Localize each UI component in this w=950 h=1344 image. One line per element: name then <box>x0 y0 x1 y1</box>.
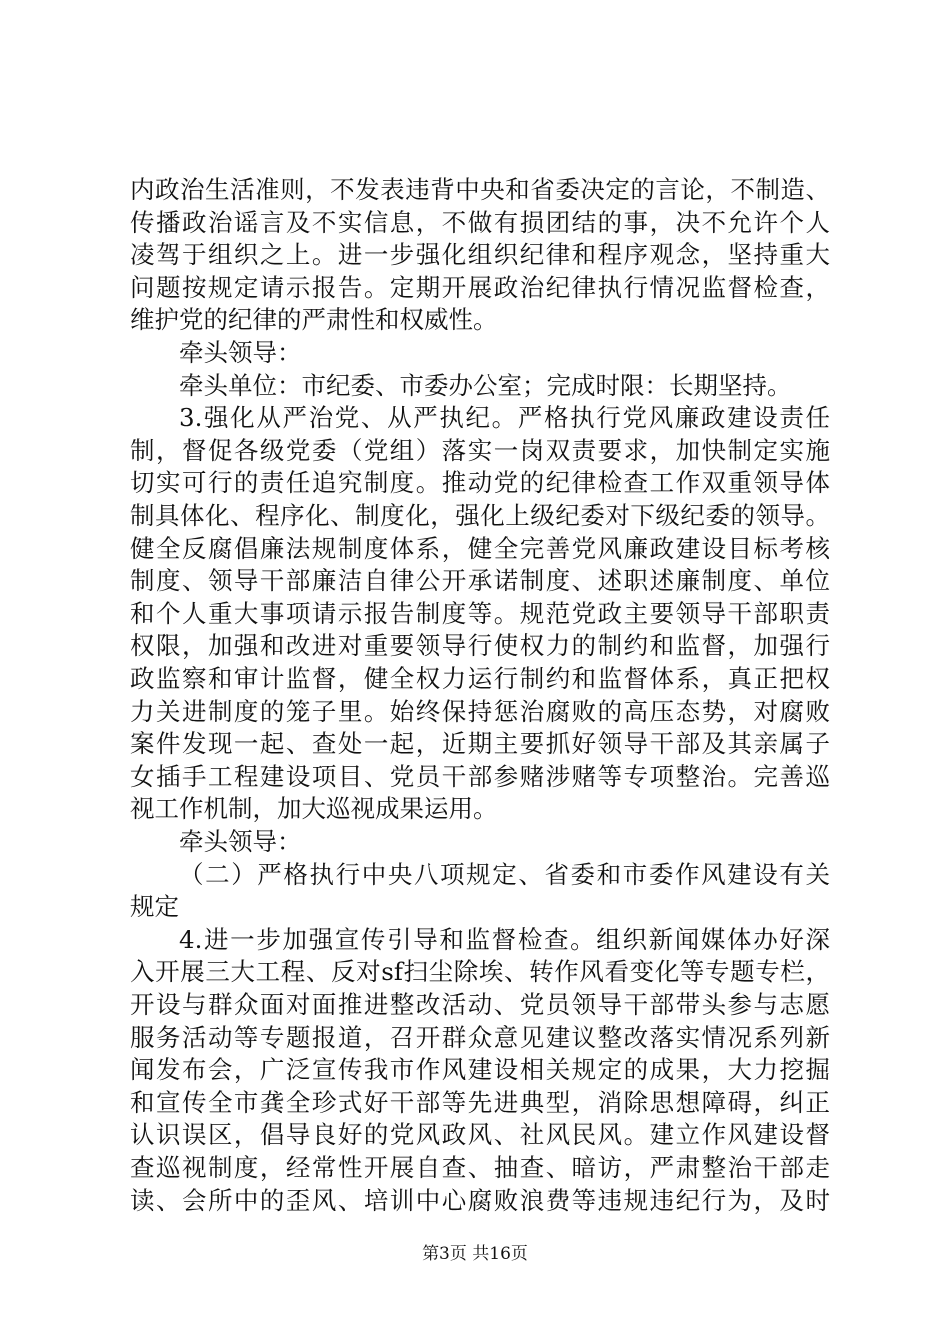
text-line: 案件发现一起、查处一起，近期主要抓好领导干部及其亲属子 <box>130 729 830 759</box>
text-line: 权限，加强和改进对重要领导行使权力的制约和监督，加强行 <box>130 631 830 661</box>
text-line: 内政治生活准则，不发表违背中央和省委决定的言论，不制造、 <box>130 175 830 204</box>
lead-unit-line: 牵头单位：市纪委、市委办公室；完成时限：长期坚持。 <box>179 370 792 400</box>
text-line: 开设与群众面对面推进整改活动、党员领导干部带头参与志愿 <box>130 990 830 1019</box>
lead-leader-label: 牵头领导： <box>179 827 302 856</box>
text-line: 切实可行的责任追究制度。推动党的纪律检查工作双重领导体 <box>130 468 830 498</box>
text-line: 闻发布会，广泛宣传我市作风建设相关规定的成果，大力挖掘 <box>130 1055 830 1085</box>
section-heading-2-continued: 规定 <box>130 892 179 922</box>
text-line: 制具体化、程序化、制度化，强化上级纪委对下级纪委的领导。 <box>130 501 830 530</box>
text-line: 查巡视制度，经常性开展自查、抽查、暗访，严肃整治干部走 <box>130 1153 830 1182</box>
text-line: 和个人重大事项请示报告制度等。规范党政主要领导干部职责 <box>130 598 830 628</box>
text-line: 制，督促各级党委（党组）落实一岗双责要求，加快制定实施 <box>130 435 830 465</box>
text-line: 视工作机制，加大巡视成果运用。 <box>130 794 498 824</box>
text-line: 认识误区，倡导良好的党风政风、社风民风。建立作风建设督 <box>130 1120 830 1150</box>
section-heading-4: 4.进一步加强宣传引导和监督检查。组织新闻媒体办好深 <box>179 924 830 954</box>
section-heading-2: （二）严格执行中央八项规定、省委和市委作风建设有关 <box>179 859 830 889</box>
text-line: 女插手工程建设项目、党员干部参赌涉赌等专项整治。完善巡 <box>130 761 830 791</box>
text-line: 问题按规定请示报告。定期开展政治纪律执行情况监督检查， <box>130 272 830 302</box>
text-line: 力关进制度的笼子里。始终保持惩治腐败的高压态势，对腐败 <box>130 696 830 726</box>
text-line: 传播政治谣言及不实信息，不做有损团结的事，决不允许个人 <box>130 207 830 237</box>
text-line: 健全反腐倡廉法规制度体系，健全完善党风廉政建设目标考核 <box>130 533 830 563</box>
text-line: 和宣传全市龚全珍式好干部等先进典型，消除思想障碍，纠正 <box>130 1087 830 1117</box>
text-line: 凌驾于组织之上。进一步强化组织纪律和程序观念，坚持重大 <box>130 240 830 270</box>
text-line: 政监察和审计监督，健全权力运行制约和监督体系，真正把权 <box>130 664 830 693</box>
text-line: 制度、领导干部廉洁自律公开承诺制度、述职述廉制度、单位 <box>130 566 830 596</box>
text-line: 服务活动等专题报道，召开群众意见建议整改落实情况系列新 <box>130 1022 830 1052</box>
text-line: 入开展三大工程、反对sf扫尘除埃、转作风看变化等专题专栏， <box>130 957 830 987</box>
section-heading-3: 3.强化从严治党、从严执纪。严格执行党风廉政建设责任 <box>179 403 830 433</box>
page-footer: 第3页 共16页 <box>422 1244 528 1264</box>
text-line: 维护党的纪律的严肃性和权威性。 <box>130 305 498 335</box>
text-line: 读、会所中的歪风、培训中心腐败浪费等违规违纪行为，及时 <box>130 1185 830 1215</box>
lead-leader-label: 牵头领导： <box>179 338 302 367</box>
